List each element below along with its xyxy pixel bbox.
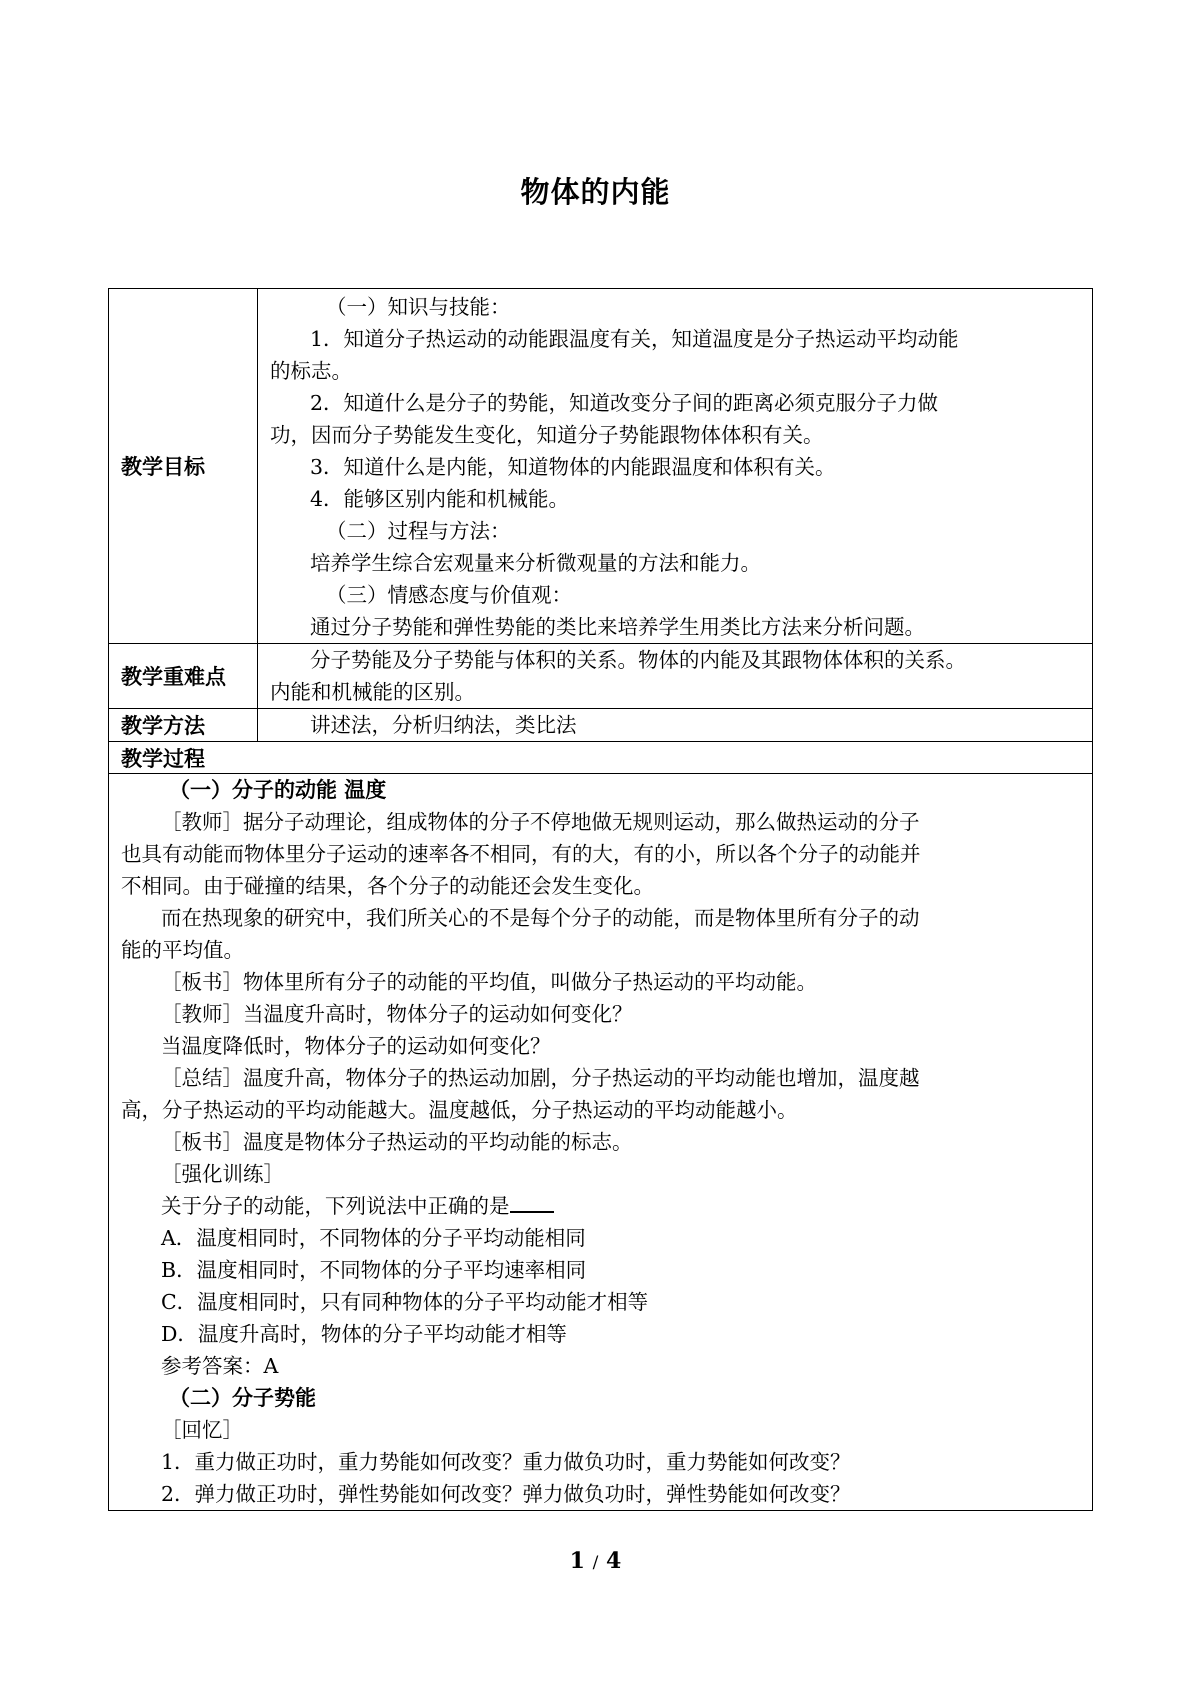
page-separator: / xyxy=(592,1553,599,1573)
objectives-line: 2．知道什么是分子的势能，知道改变分子间的距离必须克服分子力做 xyxy=(310,391,939,415)
process-line: 而在热现象的研究中，我们所关心的不是每个分子的动能，而是物体里所有分子的动 xyxy=(161,906,920,930)
process-content-row xyxy=(109,774,1093,1511)
process-line: ［回忆］ xyxy=(161,1418,243,1442)
methods-row xyxy=(109,709,1093,742)
question-text: 关于分子的动能，下列说法中正确的是 xyxy=(161,1194,510,1218)
key-points-content xyxy=(258,644,1093,709)
process-label: 教学过程 xyxy=(109,742,1093,774)
objectives-content xyxy=(258,289,1093,644)
objectives-row xyxy=(109,289,1093,644)
process-line: ［教师］据分子动理论，组成物体的分子不停地做无规则运动，那么做热运动的分子 xyxy=(161,810,920,834)
question-line xyxy=(121,1190,1082,1222)
process-line: 当温度降低时，物体分子的运动如何变化？ xyxy=(161,1034,551,1058)
objectives-line: 4．能够区别内能和机械能。 xyxy=(310,487,570,511)
objectives-line: （三）情感态度与价值观： xyxy=(326,583,572,607)
recall-item: 1．重力做正功时，重力势能如何改变？重力做负功时，重力势能如何改变？ xyxy=(161,1450,851,1474)
page-title: 物体的内能 xyxy=(520,175,671,209)
process-line: ［板书］物体里所有分子的动能的平均值，叫做分子热运动的平均动能。 xyxy=(161,970,817,994)
option-c: C．温度相同时，只有同种物体的分子平均动能才相等 xyxy=(161,1290,649,1314)
key-points-line: 分子势能及分子势能与体积的关系。物体的内能及其跟物体体积的关系。 xyxy=(310,648,966,672)
process-line: ［教师］当温度升高时，物体分子的运动如何变化？ xyxy=(161,1002,633,1026)
option-a: A．温度相同时，不同物体的分子平均动能相同 xyxy=(161,1226,586,1250)
methods-content xyxy=(258,709,1093,742)
process-line: 能的平均值。 xyxy=(121,938,244,962)
option-d: D．温度升高时，物体的分子平均动能才相等 xyxy=(161,1322,567,1346)
page-number xyxy=(0,1548,1191,1574)
answer-blank xyxy=(510,1191,554,1213)
methods-label: 教学方法 xyxy=(109,709,258,742)
process-line: ［总结］温度升高，物体分子的热运动加剧，分子热运动的平均动能也增加，温度越 xyxy=(161,1066,920,1090)
objectives-line: （一）知识与技能： xyxy=(326,295,511,319)
key-points-line: 内能和机械能的区别。 xyxy=(270,680,475,704)
objectives-line: 通过分子势能和弹性势能的类比来培养学生用类比方法来分析问题。 xyxy=(310,615,925,639)
methods-text: 讲述法，分析归纳法，类比法 xyxy=(310,713,577,737)
current-page: 1 xyxy=(569,1548,585,1574)
process-header-row xyxy=(109,742,1093,774)
process-content xyxy=(109,774,1093,1511)
process-line: 不相同。由于碰撞的结果，各个分子的动能还会发生变化。 xyxy=(121,874,654,898)
objectives-line: 3．知道什么是内能，知道物体的内能跟温度和体积有关。 xyxy=(310,455,836,479)
objectives-label: 教学目标 xyxy=(109,289,258,644)
process-line: 高，分子热运动的平均动能越大。温度越低，分子热运动的平均动能越小。 xyxy=(121,1098,798,1122)
recall-item: 2．弹力做正功时，弹性势能如何改变？弹力做负功时，弹性势能如何改变？ xyxy=(161,1482,851,1506)
lesson-plan-table xyxy=(108,288,1093,1511)
key-points-label: 教学重难点 xyxy=(109,644,258,709)
process-line: 也具有动能而物体里分子运动的速率各不相同，有的大，有的小，所以各个分子的动能并 xyxy=(121,842,921,866)
objectives-line: （二）过程与方法： xyxy=(326,519,511,543)
process-line: ［板书］温度是物体分子热运动的平均动能的标志。 xyxy=(161,1130,633,1154)
answer-line: 参考答案：A xyxy=(161,1354,279,1378)
objectives-line: 培养学生综合宏观量来分析微观量的方法和能力。 xyxy=(310,551,761,575)
total-pages: 4 xyxy=(606,1548,622,1574)
objectives-line: 的标志。 xyxy=(270,359,352,383)
objectives-line: 1．知道分子热运动的动能跟温度有关，知道温度是分子热运动平均动能 xyxy=(310,327,959,351)
section-1-title: （一）分子的动能 温度 xyxy=(169,778,387,802)
process-line: ［强化训练］ xyxy=(161,1162,284,1186)
objectives-line: 功，因而分子势能发生变化，知道分子势能跟物体体积有关。 xyxy=(270,423,824,447)
key-points-row xyxy=(109,644,1093,709)
section-2-title: （二）分子势能 xyxy=(169,1386,316,1410)
option-b: B．温度相同时，不同物体的分子平均速率相同 xyxy=(161,1258,587,1282)
